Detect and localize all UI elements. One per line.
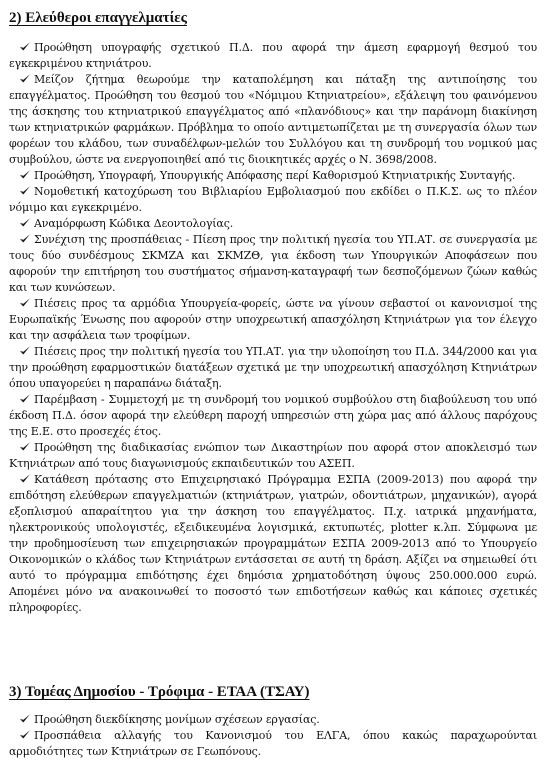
list-item-text: Πιέσεις προς τα αρμόδια Υπουργεία-φορείς, ώστε να γίνουν σεβαστοί οι κανονισμοί της Ευρωπαϊκής Ένωσης που αφορούν στην υποχρεωτική απασχόληση Κτηνιάτρων για τον έλεγχο και την ασφάλεια των τροφίμων. xyxy=(9,297,537,342)
list-item-text: Προσπάθεια αλλαγής του Κανονισμού του ΕΛΓΑ, όπου κακώς παραχωρούνται αρμοδιότητες των Κτηνιάτρων σε Γεωπόνους. xyxy=(9,729,537,758)
freelancers-list xyxy=(9,40,537,616)
list-item xyxy=(9,392,537,440)
list-item-text: Πιέσεις προς την πολιτική ηγεσία του ΥΠ.ΑΤ. για την υλοποίηση του Π.Δ. 344/2000 και για την προώθηση εφαρμοστικών διατάξεων σχετικά με την υποχρεωτική απασχόληση Κτηνιάτρων όπου υπαγορεύει η παραπάνω διάταξη. xyxy=(9,345,537,390)
checkmark-icon xyxy=(19,168,34,184)
list-item-text: Νομοθετική κατοχύρωση του Βιβλιαρίου Εμβολιασμού που εκδίδει ο Π.Κ.Σ. ως το πλέον νόμιμο και εγκεκριμένο. xyxy=(9,185,537,214)
list-item-text: Προώθηση διεκδίκησης μονίμων σχέσεων εργασίας. xyxy=(34,713,320,726)
list-item xyxy=(9,472,537,616)
list-item-text: Κατάθεση πρότασης στο Επιχειρησιακό Πρόγραμμα ΕΣΠΑ (2009-2013) που αφορά την επιδότηση ελεύθερων επαγγελματιών (κτηνιάτρων, γιατρών, οδοντιάτρων, μηχανικών), αγορά εξοπλισμού απαραίτητου για την άσκηση του επαγγέλματος. Π.χ. ιατρικά μηχανήματα, ηλεκτρονικούς υπολογιστές, εξειδικευμένα λογισμικά, εκτυπωτές, plotter κ.λπ. Σύμφωνα με την προδημοσίευση των επιχειρησιακών προγραμμάτων ΕΣΠΑ 2009-2013 από το Υπουργείο Οικονομικών ο κλάδος των Κτηνιάτρων εντάσσεται σε αυτή τη δράση. Αξίζει να σημειωθεί ότι αυτό το πρόγραμμα επιδότησης έχει δημόσια χρηματοδότηση ύψους 250.000.000 ευρώ. Απομένει μόνο να ανακοινωθεί το ποσοστό των επιδοτήσεων καθώς και κάποιες σχετικές πληροφορίες. xyxy=(9,473,537,614)
list-item-text: Προώθηση, Υπογραφή, Υπουργικής Απόφασης περί Καθορισμού Κτηνιατρικής Συνταγής. xyxy=(34,169,516,182)
list-item-text: Προώθηση της διαδικασίας ενώπιον των Δικαστηρίων που αφορά στον αποκλεισμό των Κτηνιάτρων από τους διαγωνισμούς εκπαιδευτικών του ΑΣΕΠ. xyxy=(9,441,537,470)
list-item-text: Αναμόρφωση Κώδικα Δεοντολογίας. xyxy=(34,217,234,230)
list-item xyxy=(9,728,537,760)
list-item-text: Μείζον ζήτημα θεωρούμε την καταπολέμηση και πάταξη της αντιποίησης του επαγγέλματος. Προώθηση του θεσμού του «Νόμιμου Κτηνιατρείου», εξάλειψη του φαινόμενου της άσκησης του κτηνιατρικού επαγγέλματος από «πλανόδιους» και την παράνομη διακίνηση των κτηνιατρικών φαρμάκων. Πρόβλημα το οποίο αντιμετωπίζεται με τη συνεργασία όλων των φορέων του κλάδου, των συναδέλφων-μελών του Συλλόγου και τη συνδρομή του νομικού μας συμβούλου, ώστε να ενεργοποιηθεί από τις διοικητικές αρχές ο Ν. 3698/2008. xyxy=(9,73,537,166)
checkmark-icon xyxy=(19,216,34,232)
list-item xyxy=(9,168,537,184)
list-item xyxy=(9,216,537,232)
checkmark-icon xyxy=(19,440,34,456)
section-title-freelancers: 2) Ελεύθεροι επαγγελματίες xyxy=(9,10,187,26)
list-item-text: Παρέμβαση - Συμμετοχή με τη συνδρομή του νομικού συμβούλου στη διαβούλευση του υπό έκδοση Π.Δ. όσον αφορά την ελεύθερη παροχή υπηρεσιών στη χώρα μας από άλλους παρόχους της Ε.Ε. στο προσεχές έτος. xyxy=(9,393,537,438)
section-title-public-sector: 3) Τομέας Δημοσίου - Τρόφιμα - ΕΤΑΑ (ΤΣΑΥ) xyxy=(9,684,310,700)
checkmark-icon xyxy=(19,472,34,488)
list-item xyxy=(9,440,537,472)
checkmark-icon xyxy=(19,296,34,312)
checkmark-icon xyxy=(19,728,34,744)
list-item xyxy=(9,40,537,72)
list-item xyxy=(9,232,537,296)
list-item-text: Προώθηση υπογραφής σχετικού Π.Δ. που αφορά την άμεση εφαρμογή θεσμού του εγκεκριμένου κτηνιάτρου. xyxy=(9,41,537,70)
list-item xyxy=(9,72,537,168)
checkmark-icon xyxy=(19,40,34,56)
checkmark-icon xyxy=(19,184,34,200)
list-item xyxy=(9,344,537,392)
checkmark-icon xyxy=(19,72,34,88)
list-item-text: Συνέχιση της προσπάθειας - Πίεση προς την πολιτική ηγεσία του ΥΠ.ΑΤ. σε συνεργασία με τους δύο συνδέσμους ΣΚΜΖΑ και ΣΚΜΖΘ, για έκδοση των Υπουργικών Αποφάσεων που αφορούν την επιτήρηση του συστήματος σήμανση-καταγραφή των δεσποζόμενων ζώων καθώς και των κυνώσεων. xyxy=(9,233,537,294)
checkmark-icon xyxy=(19,344,34,360)
checkmark-icon xyxy=(19,232,34,248)
list-item xyxy=(9,712,537,728)
list-item xyxy=(9,296,537,344)
checkmark-icon xyxy=(19,712,34,728)
public-sector-list xyxy=(9,712,537,760)
list-item xyxy=(9,184,537,216)
checkmark-icon xyxy=(19,392,34,408)
